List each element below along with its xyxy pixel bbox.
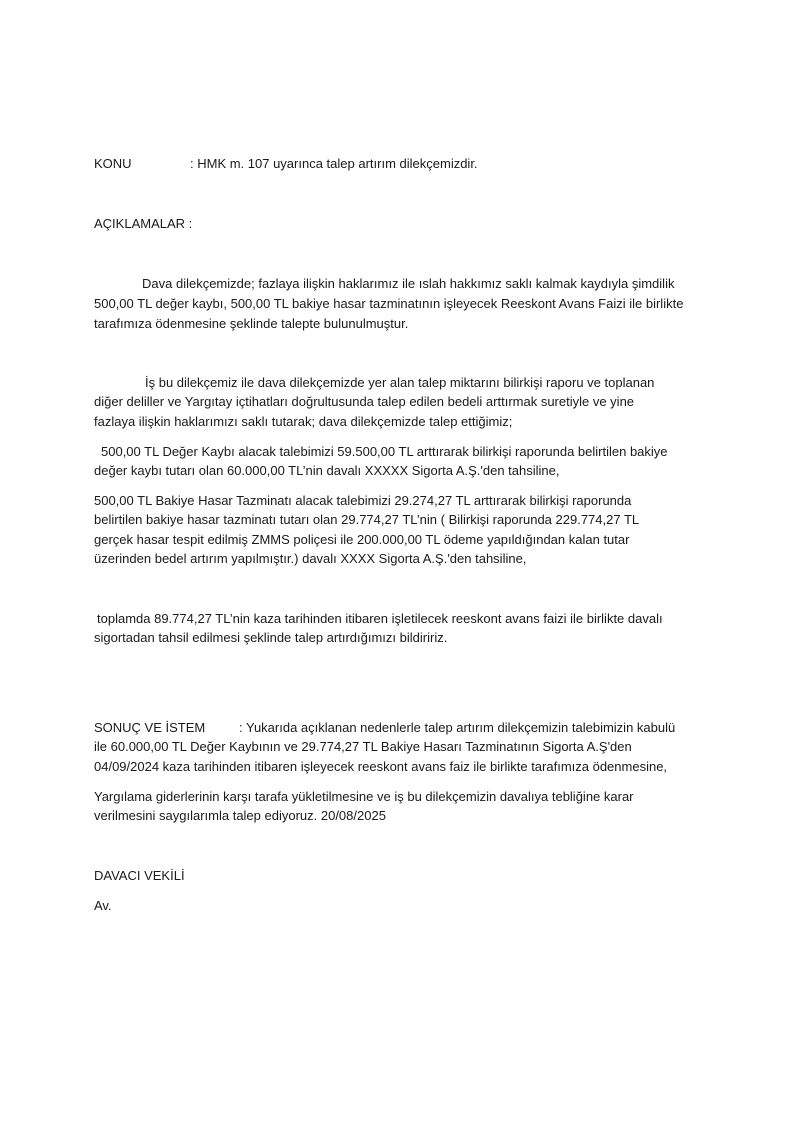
paragraph-2-line: diğer deliller ve Yargıtay içtihatları doğrultusunda talep edilen bedeli arttırmak suretiyle ve yine bbox=[94, 394, 635, 409]
conclusion-text: : Yukarıda açıklanan nedenlerle talep artırım dilekçemizin talebimizin kabulü bbox=[239, 720, 676, 735]
paragraph-2-line: İş bu dilekçemiz ile dava dilekçemizde yer alan talep miktarını bilirkişi raporu ve toplanan bbox=[145, 375, 655, 390]
paragraph-5-line: sigortadan tahsil edilmesi şeklinde talep artırdığımızı bildiririz. bbox=[94, 630, 448, 645]
paragraph-1-line: Dava dilekçemizde; fazlaya ilişkin haklarımız ile ıslah hakkımız saklı kalmak kaydıyla şimdilik bbox=[142, 276, 675, 291]
paragraph-3-line: değer kaybı tutarı olan 60.000,00 TL’nin davalı XXXXX Sigorta A.Ş.'den tahsiline, bbox=[94, 463, 560, 478]
paragraph-4-line: 500,00 TL Bakiye Hasar Tazminatı alacak talebimizi 29.274,27 TL arttırarak bilirkişi raporunda bbox=[94, 493, 632, 508]
paragraph-3-line: 500,00 TL Değer Kaybı alacak talebimizi 59.500,00 TL arttırarak bilirkişi raporunda belirtilen bakiye bbox=[101, 444, 668, 459]
signature-title: DAVACI VEKİLİ bbox=[94, 868, 185, 883]
explanations-heading: AÇIKLAMALAR : bbox=[94, 216, 193, 231]
paragraph-2-line: fazlaya ilişkin haklarımızı saklı tutarak; dava dilekçemizde talep ettiğimiz; bbox=[94, 414, 513, 429]
paragraph-6-line: Yargılama giderlerinin karşı tarafa yükletilmesine ve iş bu dilekçemizin davalıya tebliğine karar bbox=[94, 789, 634, 804]
subject-label: KONU bbox=[94, 156, 132, 171]
paragraph-4-line: belirtilen bakiye hasar tazminatı tutarı olan 29.774,27 TL’nin ( Bilirkişi raporunda 229.774,27 TL bbox=[94, 512, 640, 527]
paragraph-6-line: verilmesini saygılarımla talep ediyoruz. 20/08/2025 bbox=[94, 808, 386, 823]
subject-line bbox=[94, 154, 478, 173]
paragraph-5-line: toplamda 89.774,27 TL’nin kaza tarihinden itibaren işletilecek reeskont avans faizi ile birlikte davalı bbox=[97, 611, 663, 626]
paragraph-4-line: gerçek hasar tespit edilmiş ZMMS poliçesi ile 200.000,00 TL ödeme yapıldığından kalan tutar bbox=[94, 532, 630, 547]
conclusion-line: 04/09/2024 kaza tarihinden itibaren işleyecek reeskont avans faiz ile birlikte tarafımıza ödenmesine, bbox=[94, 759, 668, 774]
paragraph-1-line: 500,00 TL değer kaybı, 500,00 TL bakiye hasar tazminatının işleyecek Reeskont Avans Faizi ile birlikte bbox=[94, 296, 684, 311]
subject-text: : HMK m. 107 uyarınca talep artırım dilekçemizdir. bbox=[190, 156, 478, 171]
conclusion-label: SONUÇ VE İSTEM bbox=[94, 720, 206, 735]
conclusion-first-line bbox=[94, 718, 675, 737]
conclusion-line: ile 60.000,00 TL Değer Kaybının ve 29.774,27 TL Bakiye Hasarı Tazminatının Sigorta A.Ş'den bbox=[94, 739, 632, 754]
signature-name: Av. bbox=[94, 898, 112, 913]
paragraph-1-line: tarafımıza ödenmesine şeklinde talepte bulunulmuştur. bbox=[94, 316, 409, 331]
paragraph-4-line: üzerinden bedel artırım yapılmıştır.) davalı XXXX Sigorta A.Ş.'den tahsiline, bbox=[94, 551, 527, 566]
